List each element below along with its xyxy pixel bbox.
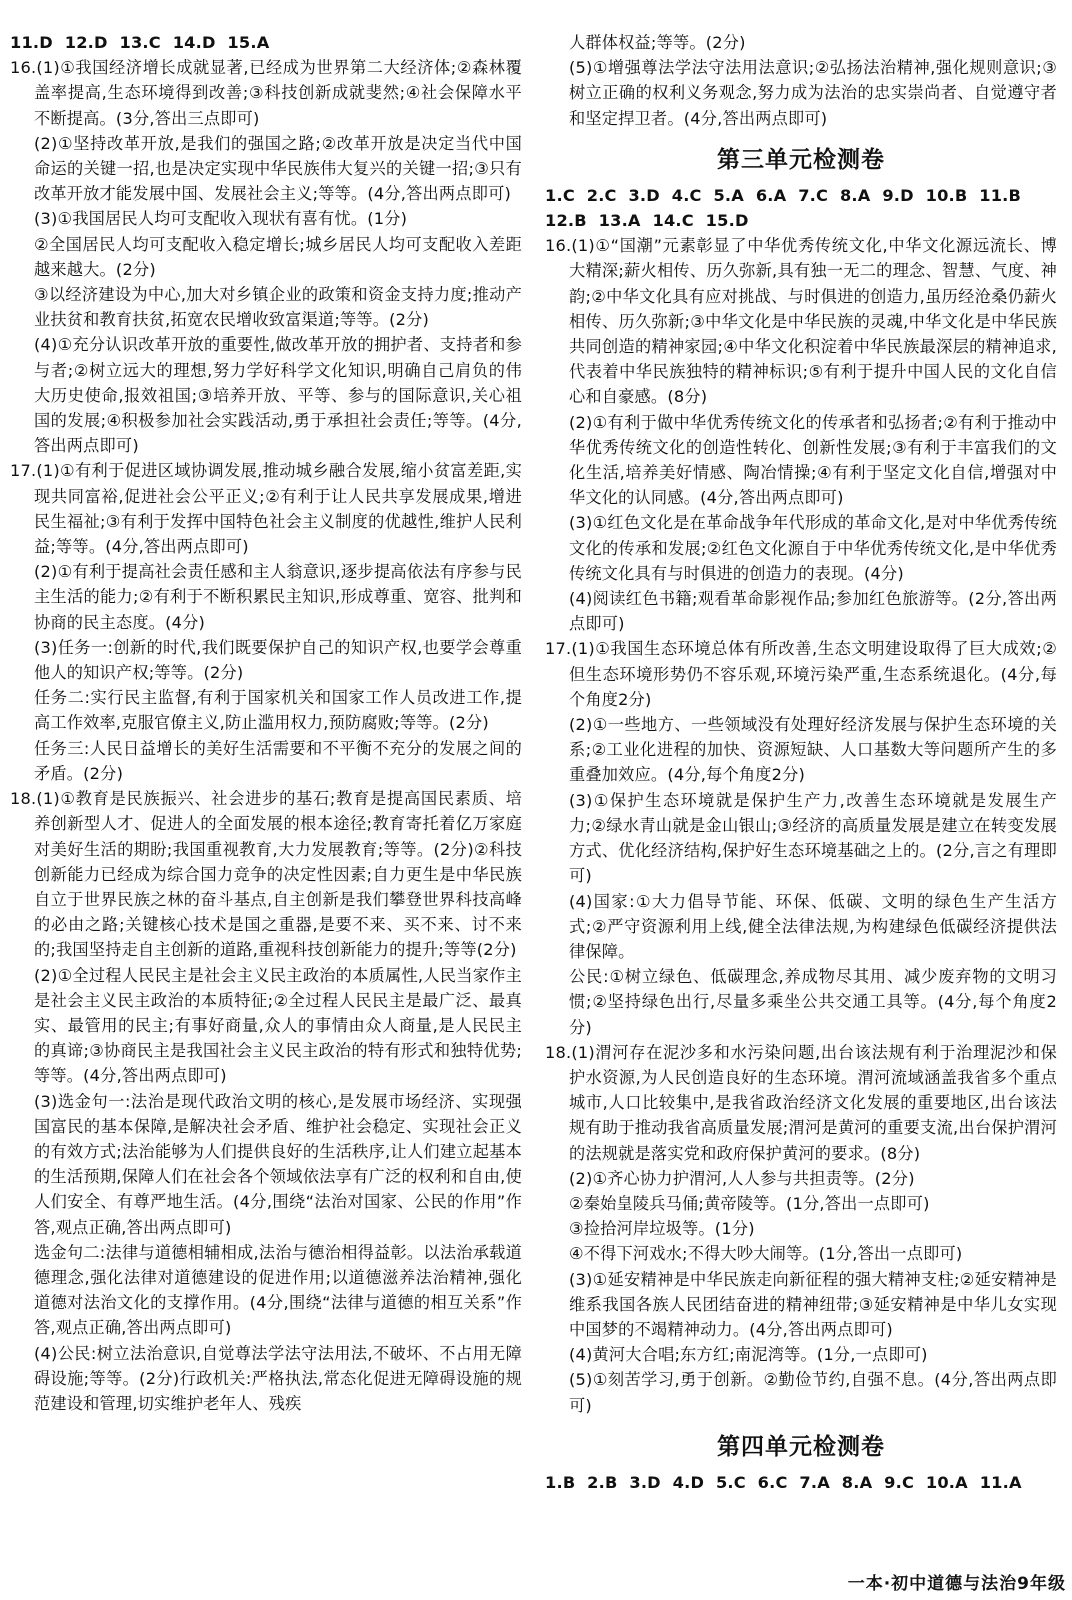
right-column xyxy=(545,30,1057,1495)
answer-18-4: (4)公民:树立法治意识,自觉尊法学法守法用法,不破坏、不占用无障碍设施;等等。(2分)行政机关:严格执法,常态化促进无障碍设施的规范建设和管理,切实维护老年人、残疾 xyxy=(34,1343,522,1413)
answer-16-2: (2)①坚持改革开放,是我们的强国之路;②改革开放是决定当代中国命运的关键一招,也是决定实现中华民族伟大复兴的关键一招;③只有改革开放才能发展中国、发展社会主义;等等。(4分,答出两点即可) xyxy=(34,133,522,204)
answer-16-3-a: (3)①我国居民人均可支配收入现状有喜有忧。(1分) xyxy=(34,209,408,229)
answer-18-1: 18.(1)①教育是民族振兴、社会进步的基石;教育是提高国民素质、培养创新型人才、促进人的全面发展的根本途径;教育寄托着亿万家庭对美好生活的期盼;我国重视教育,大力发展教育;等等。(2分)②科技创新能力已经成为综合国力竞争的决定性因素;自力更生是中华民族自立于世界民族之林的奋斗基点,自主创新是我们攀登世界科技高峰的必由之路;关键核心技术是国之重器,是要不来、买不来、讨不来的;我国坚持走自主创新的道路,重视科技创新能力的提升;等等(2分) xyxy=(10,789,522,960)
answer-17-3-task1: (3)任务一:创新的时代,我们既要保护自己的知识产权,也要学会尊重他人的知识产权;等等。(2分) xyxy=(34,637,522,683)
unit3-answer-17-4-citizen: 公民:①树立绿色、低碳理念,养成物尽其用、减少废弃物的文明习惯;②坚持绿色出行,尽量多乘坐公共交通工具等。(4分,每个角度2分) xyxy=(569,967,1057,1037)
unit3-answer-18-3: (3)①延安精神是中华民族走向新征程的强大精神支柱;②延安精神是维系我国各族人民团结奋进的精神纽带;③延安精神是中华儿女实现中国梦的不竭精神动力。(4分,答出两点即可) xyxy=(569,1269,1057,1339)
left-column xyxy=(10,30,522,1416)
unit3-answer-16-3: (3)①红色文化是在革命战争年代形成的革命文化,是对中华优秀传统文化的传承和发展;②红色文化源自于中华优秀传统文化,是中华优秀传统文化具有与时俱进的创造力的表现。(4分) xyxy=(569,513,1057,583)
unit3-mc-answers-a: 1.C 2.C 3.D 4.C 5.A 6.A 7.C 8.A 9.D 10.B 11.B xyxy=(545,185,1022,205)
answer-16-3-c: ③以经济建设为中心,加大对乡镇企业的政策和资金支持力度;推动产业扶贫和教育扶贫,拓宽农民增收致富渠道;等等。(2分) xyxy=(34,285,522,330)
answer-17-3-task3: 任务三:人民日益增长的美好生活需要和不平衡不充分的发展之间的矛盾。(2分) xyxy=(34,738,522,783)
unit3-answer-16-4: (4)阅读红色书籍;观看革命影视作品;参加红色旅游等。(2分,答出两点即可) xyxy=(569,589,1057,634)
answer-17-1: 17.(1)①有利于促进区域协调发展,推动城乡融合发展,缩小贫富差距,实现共同富裕,促进社会公平正义;②有利于让人民共享发展成果,增进民生福祉;③有利于发挥中国特色社会主义制度的优越性,维护人民利益;等等。(4分,答出两点即可) xyxy=(10,461,522,557)
answer-18-3-quote2: 选金句二:法律与道德相辅相成,法治与德治相得益彰。以法治承载道德理念,强化法律对道德建设的促进作用;以道德滋养法治精神,强化道德对法治文化的支撑作用。(4分,围绕“法律与道德的相互关系”作答,观点正确,答出两点即可) xyxy=(34,1242,522,1338)
mc-answers-11-15: 11.D 12.D 13.C 14.D 15.A xyxy=(10,33,270,52)
unit4-heading: 第四单元检测卷 xyxy=(717,1433,885,1460)
answer-17-3-task2: 任务二:实行民主监督,有利于国家机关和国家工作人员改进工作,提高工作效率,克服官僚主义,防止滥用权力,预防腐败;等等。(2分) xyxy=(34,688,522,733)
unit3-heading: 第三单元检测卷 xyxy=(717,146,885,173)
unit3-answer-17-4-state: (4)国家:①大力倡导节能、环保、低碳、文明的绿色生产生活方式;②严守资源利用上线,健全法律法规,为构建绿色低碳经济提供法律保障。 xyxy=(569,891,1057,961)
unit3-answer-18-2-d: ④不得下河戏水;不得大吵大闹等。(1分,答出一点即可) xyxy=(569,1244,963,1264)
unit3-answer-18-5: (5)①刻苦学习,勇于创新。②勤俭节约,自强不息。(4分,答出两点即可) xyxy=(569,1370,1057,1415)
unit3-answer-18-2-c: ③捡拾河岸垃圾等。(1分) xyxy=(569,1219,755,1239)
unit3-answer-18-2-b: ②秦始皇陵兵马俑;黄帝陵等。(1分,答出一点即可) xyxy=(569,1193,930,1213)
footer-book-title: 一本·初中道德与法治9年级 xyxy=(847,1574,1066,1594)
unit3-answer-18-4: (4)黄河大合唱;东方红;南泥湾等。(1分,一点即可) xyxy=(569,1345,928,1365)
unit3-answer-16-1: 16.(1)①“国潮”元素彰显了中华优秀传统文化,中华文化源远流长、博大精深;薪火相传、历久弥新,具有独一无二的理念、智慧、气度、神韵;②中华文化具有应对挑战、与时俱进的创造力,虽历经沧桑仍薪火相传、历久弥新;③中华文化是中华民族的灵魂,中华文化是中华民族共同创造的精神家园;④中华文化积淀着中华民族最深层的精神追求,代表着中华民族独特的精神标识;⑤有利于提升中国人民的文化自信心和自豪感。(8分) xyxy=(545,236,1057,407)
unit3-mc-answers-b: 12.B 13.A 14.C 15.D xyxy=(545,211,749,231)
unit3-answer-17-3: (3)①保护生态环境就是保护生产力,改善生态环境就是发展生产力;②绿水青山就是金山银山;③经济的高质量发展是建立在转变发展方式、优化经济结构,保护好生态环境基础之上的。(2分,言之有理即可) xyxy=(569,790,1057,886)
answer-17-2: (2)①有利于提高社会责任感和主人翁意识,逐步提高依法有序参与民主生活的能力;②有利于不断积累民主知识,形成尊重、宽容、批判和协商的民主态度。(4分) xyxy=(34,562,522,632)
answer-16-1: 16.(1)①我国经济增长成就显著,已经成为世界第二大经济体;②森林覆盖率提高,生态环境得到改善;③科技创新成就斐然;④社会保障水平不断提高。(3分,答出三点即可) xyxy=(10,58,522,128)
answer-18-5: (5)①增强尊法学法守法用法意识;②弘扬法治精神,强化规则意识;③树立正确的权利义务观念,努力成为法治的忠实崇尚者、自觉遵守者和坚定捍卫者。(4分,答出两点即可) xyxy=(569,58,1057,128)
answer-18-2: (2)①全过程人民民主是社会主义民主政治的本质属性,人民当家作主是社会主义民主政治的本质特征;②全过程人民民主是最广泛、最真实、最管用的民主;有事好商量,众人的事情由众人商量,是人民民主的真谛;③协商民主是我国社会主义民主政治的特有形式和独特优势;等等。(4分,答出两点即可) xyxy=(34,965,522,1086)
unit3-answer-17-2: (2)①一些地方、一些领域没有处理好经济发展与保护生态环境的关系;②工业化进程的加快、资源短缺、人口基数大等问题所产生的多重叠加效应。(4分,每个角度2分) xyxy=(569,715,1057,785)
unit3-answer-18-1: 18.(1)渭河存在泥沙多和水污染问题,出台该法规有利于治理泥沙和保护水资源,为人民创造良好的生态环境。渭河流域涵盖我省多个重点城市,人口比较集中,是我省政治经济文化发展的重要地区,出台该法规有助于推动我省高质量发展;渭河是黄河的重要支流,出台保护渭河的法规就是落实党和政府保护黄河的要求。(8分) xyxy=(545,1042,1057,1163)
answer-18-4-cont: 人群体权益;等等。(2分) xyxy=(569,33,746,52)
answer-16-4: (4)①充分认识改革开放的重要性,做改革开放的拥护者、支持者和参与者;②树立远大的理想,努力学好科学文化知识,明确自己肩负的伟大历史使命,报效祖国;③培养开放、平等、参与的国际意识,关心祖国的发展;④积极参加社会实践活动,勇于承担社会责任;等等。(4分,答出两点即可) xyxy=(34,335,522,456)
unit3-answer-18-2-a: (2)①齐心协力护渭河,人人参与共担责等。(2分) xyxy=(569,1168,915,1188)
answer-16-3-b: ②全国居民人均可支配收入稳定增长;城乡居民人均可支配收入差距越来越大。(2分) xyxy=(34,234,522,279)
unit3-answer-16-2: (2)①有利于做中华优秀传统文化的传承者和弘扬者;②有利于推动中华优秀传统文化的创造性转化、创新性发展;③有利于丰富我们的文化生活,培养美好情感、陶冶情操;④有利于坚定文化自信,增强对中华文化的认同感。(4分,答出两点即可) xyxy=(569,412,1057,508)
unit4-mc-answers: 1.B 2.B 3.D 4.D 5.C 6.C 7.A 8.A 9.C 10.A 11.A xyxy=(545,1472,1022,1492)
unit3-answer-17-1: 17.(1)①我国生态环境总体有所改善,生态文明建设取得了巨大成效;②但生态环境形势仍不容乐观,环境污染严重,生态系统退化。(4分,每个角度2分) xyxy=(545,639,1057,709)
answer-18-3-quote1: (3)选金句一:法治是现代政治文明的核心,是发展市场经济、实现强国富民的基本保障,是解决社会矛盾、维护社会稳定、实现社会正义的有效方式;法治能够为人们提供良好的生活秩序,让人们建立起基本的生活预期,保障人们在社会各个领域依法享有广泛的权利和自由,使人们安全、有尊严地生活。(4分,围绕“法治对国家、公民的作用”作答,观点正确,答出两点即可) xyxy=(34,1091,522,1237)
